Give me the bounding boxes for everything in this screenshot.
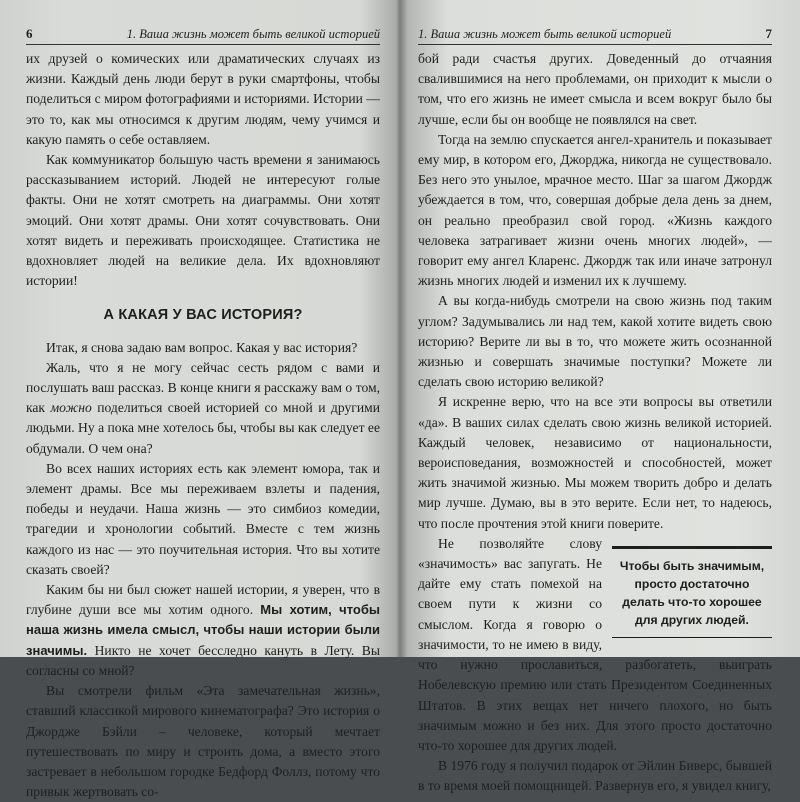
- page-number: 7: [765, 26, 772, 41]
- paragraph: Итак, я снова задаю вам вопрос. Какая у вас история?: [46, 339, 358, 355]
- section-heading: А КАКАЯ У ВАС ИСТОРИЯ?: [103, 307, 303, 324]
- paragraph: Не позволяйте слову «значимость» вас запугать. Не дайте ему стать помехой на своем пути к жизни со смыслом. Когда я говорю о значимости, то не имею в виду, что нужно прославиться, разбогатеть, выиграть Нобелевскую премию или стать Президентом Соединенных Штатов. В этих вещах нет ничего плохого, но быть значимым можно и без них. Для этого просто достаточно что-то хорошее для других людей.: [418, 535, 772, 753]
- left-running-header: [26, 26, 380, 45]
- paragraph: их друзей о комических или драматических случаях из жизни. Каждый день люди берут в руки смартфоны, чтобы поделиться с миром фотографиями и историями. Истории — это то, как мы относимся к другим людям, чему учимся и какую память о себе оставляем.: [26, 51, 380, 147]
- right-page: [402, 0, 800, 794]
- pull-quote: Чтобы быть значимым, просто достаточно делать что-то хорошее для других людей.: [612, 546, 772, 638]
- paragraph: Жаль, что я не могу сейчас сесть рядом с вами и послушать ваш рассказ. В конце книги я расскажу вам о том, как можно поделиться своей историей со мной и другими людьми. Ну а пока мне хотелось бы, чтобы вы как следует ее обдумали. О чем она?: [26, 359, 380, 456]
- paragraph: А вы когда-нибудь смотрели на свою жизнь под таким углом? Задумывались ли над тем, какой хотите видеть свою историю? Верите ли вы в то, что можете жить осознанной жизнью и совершать значимые поступки? Можете ли сделать свою историю великой?: [418, 293, 772, 390]
- paragraph: В 1976 году я получил подарок от Эйлин Биверс, бывшей в то время моей помощницей. Развернув его, я увидел книгу,: [418, 758, 772, 794]
- paragraph: Как коммуникатор большую часть времени я занимаюсь рассказыванием историй. Людей не интересуют голые факты. Они не хотят смотреть на диаграммы. Они хотят эмоций. Они хотят драмы. Они хотят сочувствовать. Они хотят видеть и переживать происходящее. Статистика не вдохновляет людей на великие дела. Их вдохновляют истории!: [26, 152, 380, 289]
- bold-statement: Мы хотим, чтобы наша жизнь имела смысл, чтобы наши истории были значимы.: [26, 602, 380, 658]
- running-head: 1. Ваша жизнь может быть великой историей: [418, 27, 672, 41]
- paragraph: бой ради счастья других. Доведенный до отчаяния свалившимися на него проблемами, он приходит к мысли о том, что его жизнь не имеет смысла и всем вокруг было бы лучше, если бы он вообще не появлялся на свет.: [418, 51, 772, 127]
- right-running-header: [418, 26, 772, 45]
- running-head: 1. Ваша жизнь может быть великой историей: [126, 27, 380, 41]
- emphasis: можно: [50, 400, 92, 416]
- page-number: 6: [26, 26, 33, 41]
- left-page: [0, 0, 398, 800]
- left-body-text: [26, 49, 380, 802]
- paragraph: Во всех наших историях есть как элемент юмора, так и элемент драмы. Все мы переживаем взлеты и падения, победы и неудачи. Наша жизнь — это симбиоз комедии, трагедии и хронологии событий. Вместе с тем жизнь каждого из нас — это поучительная история. Что вы хотите сказать своей?: [26, 460, 380, 577]
- paragraph: Вы смотрели фильм «Эта замечательная жизнь», ставший классикой мирового кинематографа? Это история о Джордже Бэйли – человеке, который мечтает путешествовать по миру и строить дома, а вместо этого застревает в небольшом городке Бедфорд Фоллз, потому что привык жертвовать со-: [26, 683, 380, 800]
- paragraph: Каким бы ни был сюжет нашей истории, я уверен, что в глубине души все мы хотим одного. Мы хотим, чтобы наша жизнь имела смысл, чтобы наши истории были значимы. Никто не хочет бесследно кануть в Лету. Вы согласны со мной?: [26, 582, 380, 678]
- paragraph: Тогда на землю спускается ангел-хранитель и показывает ему мир, в котором его, Джорджа, никогда не существовало. Без него это унылое, мрачное место. Шаг за шагом Джордж убеждается в том, что, совершая добрые дела день за днем, он реально преобразил свой город. «Жизнь каждого человека затрагивает жизни очень многих людей», — говорит ему ангел Кларенс. Джордж так или иначе затронул жизнь многих людей и изменил их к лучшему.: [418, 131, 772, 289]
- paragraph: Я искренне верю, что на все эти вопросы вы ответили «да». В ваших силах сделать свою жизнь великой историей. Каждый человек, независимо от национальности, вероисповедания, возможностей и способностей, может жить значимой жизнью. Мы можем творить добро и делать мир лучше. Думаю, вы в это верите. Если нет, то надеюсь, что после прочтения этой книги поверите.: [418, 394, 772, 531]
- right-body-text: [418, 49, 772, 797]
